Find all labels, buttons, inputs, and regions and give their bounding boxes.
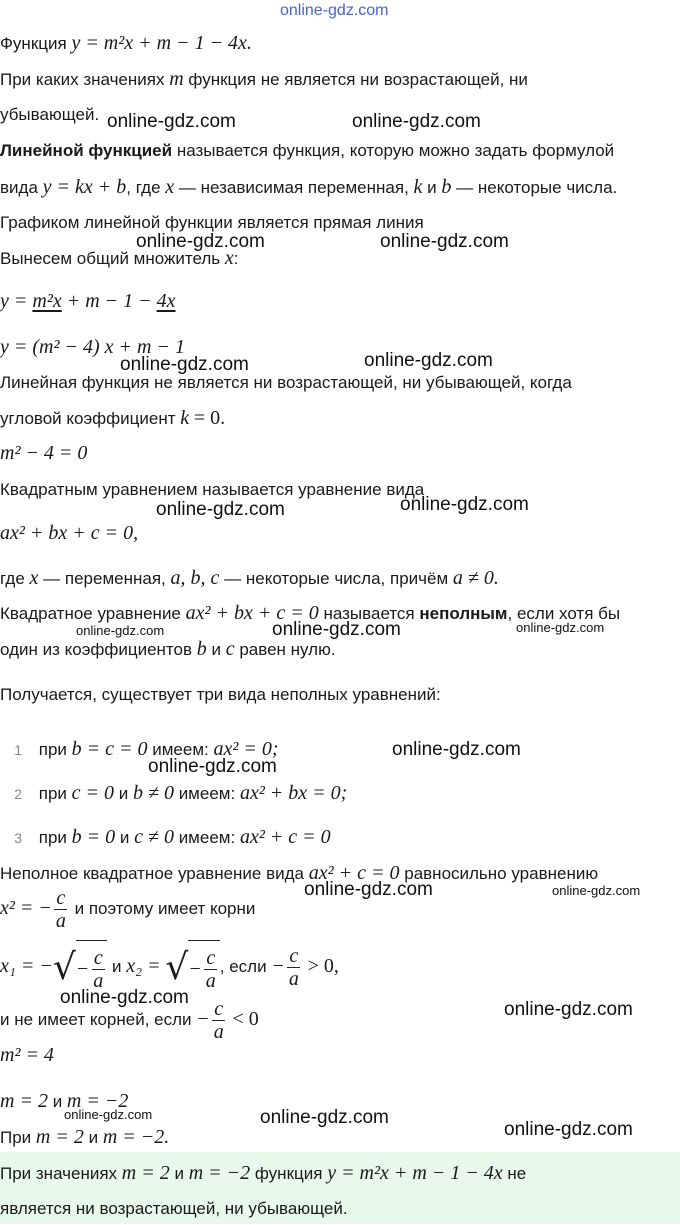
quadratic-incomplete: Квадратное уравнение ax² + bx + c = 0 называется неполным, если хотя бы — [0, 602, 621, 624]
watermark: online-gdz.com — [156, 499, 285, 520]
watermark: online-gdz.com — [260, 1107, 389, 1128]
problem-question: При каких значениях m функция не является ни возрастающей, ни — [0, 68, 528, 90]
watermark: online-gdz.com — [60, 987, 189, 1008]
no-roots: и не имеет корней, если − $\frac{c}{a}$ < 0 — [0, 998, 259, 1044]
problem-statement: Функция y = m²x + m − 1 − 4x. — [0, 32, 252, 54]
watermark: online-gdz.com — [280, 2, 389, 19]
three-kinds: Получается, существует три вида неполных уравнений: — [0, 685, 441, 704]
definition-graph: Графиком линейной функции является прямая линия — [0, 213, 424, 232]
watermark: online-gdz.com — [352, 111, 481, 132]
watermark: online-gdz.com — [107, 111, 236, 132]
watermark: online-gdz.com — [304, 879, 433, 900]
solution-at: При m = 2 и m = −2. — [0, 1126, 170, 1148]
equation-y: y = m²x + m − 1 − 4x — [0, 290, 176, 312]
equation-m2-4: m² = 4 — [0, 1044, 54, 1066]
list-item: 2 при c = 0 и b ≠ 0 имеем: ax² + bx = 0; — [14, 782, 348, 804]
equation-m2: m² − 4 = 0 — [0, 442, 88, 464]
problem-question-end: убывающей. — [0, 105, 100, 124]
solution-m: m = 2 и m = −2 — [0, 1090, 129, 1112]
watermark: online-gdz.com — [272, 619, 401, 640]
watermark: online-gdz.com — [64, 1107, 153, 1122]
watermark: online-gdz.com — [76, 623, 165, 638]
watermark: online-gdz.com — [400, 494, 529, 515]
roots-formula: x₁ = − √ − $\frac{c}{a}$ и x₂ = √ − $\frac{c}{a}$ , если − $\frac{c}{a}$ > 0, — [0, 940, 680, 995]
list-item: 3 при b = 0 и c ≠ 0 имеем: ax² + c = 0 — [14, 826, 331, 848]
watermark: online-gdz.com — [148, 756, 277, 777]
roots-equiv: Неполное квадратное уравнение вида ax² + c = 0 равносильно уравнению — [0, 862, 599, 884]
quadratic-def: Квадратным уравнением называется уравнение вида — [0, 480, 425, 499]
watermark: online-gdz.com — [504, 1119, 633, 1140]
watermark: online-gdz.com — [392, 739, 521, 760]
watermark: online-gdz.com — [380, 231, 509, 252]
definition-line: Линейной функцией называется функция, которую можно задать формулой — [0, 141, 615, 160]
roots-x2: x² = − $\frac{c}{a}$ и поэтому имеет корни — [0, 887, 256, 933]
quadratic-where: где x — переменная, a, b, c — некоторые числа, причём a ≠ 0. — [0, 567, 499, 589]
list-item: 1 при b = c = 0 имеем: ax² = 0; — [14, 738, 279, 760]
watermark: online-gdz.com — [120, 354, 249, 375]
answer-line2: является ни возрастающей, ни убывающей. — [0, 1199, 348, 1218]
quadratic-incomplete-line2: один из коэффициентов b и c равен нулю. — [0, 638, 336, 660]
condition-line: Линейная функция не является ни возрастающей, ни убывающей, когда — [0, 373, 572, 392]
equation-factored: y = (m² − 4) x + m − 1 — [0, 336, 185, 358]
watermark: online-gdz.com — [364, 350, 493, 371]
watermark: online-gdz.com — [504, 999, 633, 1020]
definition-formula: вида y = kx + b, где x — независимая переменная, k и b — некоторые числа. — [0, 176, 618, 198]
factor-line: Вынесем общий множитель x: — [0, 247, 239, 269]
answer-line: При значениях m = 2 и m = −2 функция y = m²x + m − 1 − 4x не — [0, 1162, 527, 1184]
watermark: online-gdz.com — [136, 231, 265, 252]
condition-k: угловой коэффициент k = 0. — [0, 407, 226, 429]
quadratic-formula: ax² + bx + c = 0, — [0, 522, 139, 544]
watermark: online-gdz.com — [552, 883, 641, 898]
watermark: online-gdz.com — [516, 620, 605, 635]
